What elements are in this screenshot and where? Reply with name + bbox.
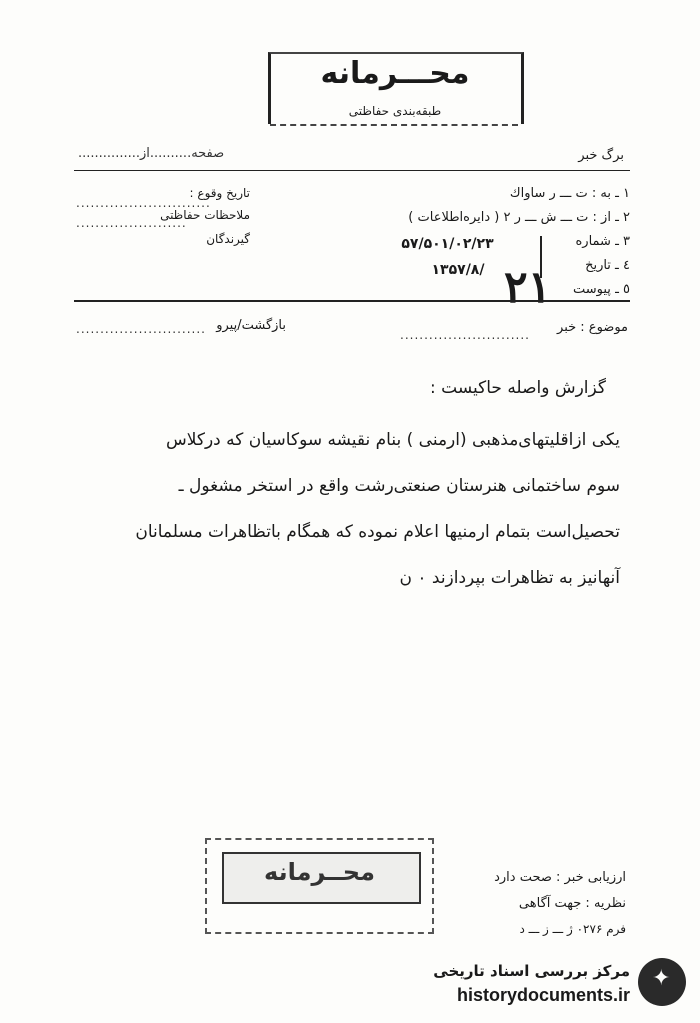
attachment-label: ٥ ـ پیوست xyxy=(573,282,630,297)
archive-logo-icon: ✦ xyxy=(652,966,671,991)
reference-dots: ........................... xyxy=(76,322,206,336)
reference-label: بازگشت/پیرو xyxy=(216,318,286,333)
event-date-label: تاریخ وقوع : xyxy=(189,186,250,200)
protective-notes-dots: ....................... xyxy=(76,216,187,230)
number-label: ۳ ـ شماره xyxy=(575,234,630,249)
to-field: ۱ ـ به : ت ـــ ر ساواك xyxy=(509,186,630,201)
classification-underline xyxy=(270,124,518,126)
archive-url[interactable]: historydocuments.ir xyxy=(456,985,630,1005)
document-number: ۵۷/۵۰۱/۰۲/۲۳ xyxy=(401,236,494,252)
classification-title: محـــرمانه xyxy=(320,56,470,91)
report-heading: گزارش واصله حاکیست : xyxy=(430,378,606,398)
handwritten-mark: ٢١ xyxy=(504,262,552,313)
body-line: یکی ازاقلیتهای‌مذهبی (ارمنی ) بنام نقیشه سوکاسیان که درکلاس xyxy=(165,430,620,450)
assessment-field: ارزیابی خبر : صحت دارد xyxy=(494,870,626,885)
body-line: سوم ساختمانی هنرستان صنعتی‌رشت واقع در استخر مشغول ـ xyxy=(178,476,620,496)
from-field: ۲ ـ از : ت ـــ ش ـــ ر ۲ ( دایره‌اطلاعات ) xyxy=(408,210,630,225)
confidential-stamp-text: محــرمانه xyxy=(264,858,375,886)
body-line: آنهانیز به تظاهرات بپردازند ۰ ن xyxy=(399,568,620,588)
page-number-label: صفحه..........از............... xyxy=(78,146,225,161)
opinion-field: نظریه : جهت آگاهی xyxy=(518,896,626,911)
document-date: ۱۳۵۷/۸/ xyxy=(431,262,485,278)
recipients-label: گیرندگان xyxy=(206,232,250,246)
archive-org-name: مرکز بررسی اسناد تاریخی xyxy=(433,962,630,980)
event-date-dots: ............................ xyxy=(76,196,211,210)
header-divider xyxy=(74,170,630,171)
subject-field: موضوع : خبر xyxy=(557,320,628,335)
section-divider xyxy=(74,300,630,302)
date-label: ٤ ـ تاریخ xyxy=(585,258,630,273)
body-line: تحصیل‌است بتمام ارمنیها اعلام نموده که همگام باتظاهرات مسلمانان xyxy=(135,522,620,542)
form-number: فرم ۰۲۷۶ ژ ـــ ز ـــ د xyxy=(519,922,626,936)
subject-dots: ........................... xyxy=(400,328,530,342)
classification-subtitle: طبقه‌بندی حفاظتی xyxy=(348,104,442,118)
report-type-label: برگ خبر xyxy=(578,148,624,163)
protective-notes-label: ملاحظات حفاظتی xyxy=(160,208,250,222)
